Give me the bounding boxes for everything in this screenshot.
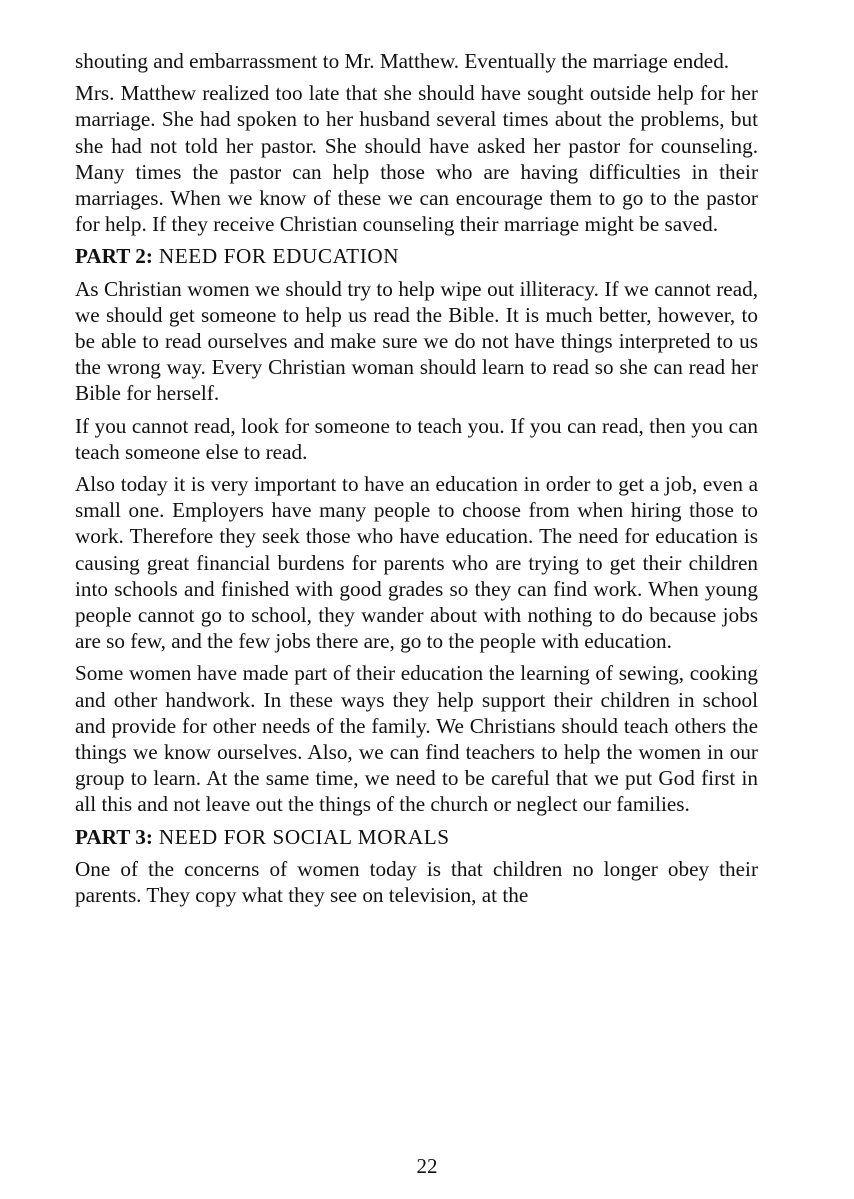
section-title: NEED FOR SOCIAL MORALS — [158, 824, 450, 849]
paragraph: shouting and embarrassment to Mr. Matthew. Eventually the marriage ended. — [75, 49, 730, 73]
paragraph: One of the concerns of women today is that children no longer obey their parents. They copy what they see on television, at the — [75, 856, 758, 908]
section-heading-part-3 — [75, 824, 758, 850]
section-heading-part-2 — [75, 243, 758, 269]
paragraph: Also today it is very important to have an education in order to get a job, even a small one. Employers have many people to choose from when hiring those to work. Therefore they seek those who have education. The need for education is causing great financial burdens for parents who are trying to get their children into schools and finished with good grades so they can find work. When young people cannot go to school, they wander about with nothing to do because jobs are so few, and the few jobs there are, go to the people with education. — [75, 472, 758, 654]
section-label: PART 2: — [75, 244, 153, 269]
paragraph: Some women have made part of their education the learning of sewing, cooking and other handwork. In these ways they help support their children in school and provide for other needs of the family. We Christians should teach others the things we know ourselves. Also, we can find teachers to help the women in our group to learn. At the same time, we need to be careful that we put God first in all this and not leave out the things of the church or neglect our families. — [75, 661, 758, 817]
section-label: PART 3: — [75, 824, 153, 849]
page-number: 22 — [416, 1154, 438, 1178]
paragraph: As Christian women we should try to help wipe out illiteracy. If we cannot read, we should get someone to help us read the Bible. It is much better, however, to be able to read ourselves and make sure we do not have things interpreted to us the wrong way. Every Christian woman should learn to read so she can read her Bible for herself. — [75, 276, 758, 406]
page-body — [75, 48, 758, 914]
paragraph: If you cannot read, look for someone to teach you. If you can read, then you can teach someone else to read. — [75, 413, 758, 464]
section-title: NEED FOR EDUCATION — [158, 244, 400, 269]
paragraph: Mrs. Matthew realized too late that she should have sought outside help for her marriage. She had spoken to her husband several times about the problems, but she had not told her pastor. She should have asked her pastor for counseling. Many times the pastor can help those who are having difficulties in their marriages. When we know of these we can encourage them to go to the pastor for help. If they receive Christian counseling their marriage might be saved. — [75, 81, 758, 237]
